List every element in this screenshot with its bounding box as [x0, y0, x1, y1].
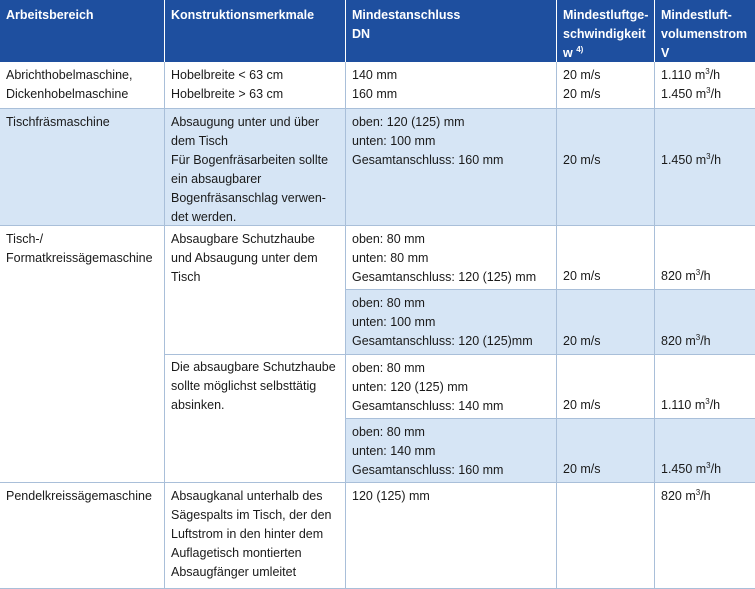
- format-sub2-anschluss: oben: 80 mm unten: 100 mm Gesamtanschluss: 120 (125)mm: [346, 290, 556, 354]
- divider: [556, 62, 557, 589]
- row-abricht-volumen: 1.110 $m^3/h$ 1.450 $m^3/h$: [655, 62, 755, 108]
- divider: [346, 418, 755, 419]
- divider: [165, 354, 755, 355]
- divider: [0, 108, 755, 109]
- format-sub1-volumen: 820 $m^3/h$: [655, 226, 755, 289]
- format-sub3-geschwindigkeit: 20 m/s: [557, 355, 654, 418]
- row-pendel-bereich: Pendelkreissägemaschine: [0, 483, 164, 589]
- divider: [164, 62, 165, 589]
- row-abricht-geschwindigkeit: 20 m/s 20 m/s: [557, 62, 654, 108]
- divider: [654, 62, 655, 589]
- format-sub3-volumen: 1.110 $m^3/h$: [655, 355, 755, 418]
- row-abricht-merkmale: Hobelbreite < 63 cm Hobelbreite > 63 cm: [165, 62, 345, 108]
- format-sub1-geschwindigkeit: 20 m/s: [557, 226, 654, 289]
- format-sub1-anschluss: oben: 80 mm unten: 80 mm Gesamtanschluss: 120 (125) mm: [346, 226, 556, 289]
- header-konstruktionsmerkmale: Konstruktionsmerkmale: [165, 0, 345, 62]
- divider: [0, 482, 755, 483]
- header-mindestluftgeschwindigkeit: Mindestluftge- schwindigkeit w $^{4)}$: [557, 0, 654, 62]
- header-mindestanschluss: Mindestanschluss DN: [346, 0, 556, 62]
- format-sub4-anschluss: oben: 80 mm unten: 140 mm Gesamtanschluss: 160 mm: [346, 419, 556, 482]
- row-pendel-geschwindigkeit: [557, 483, 654, 589]
- row-pendel-volumen: 820 $m^3/h$: [655, 483, 755, 589]
- row-tisch-bereich: Tischfräsmaschine: [0, 109, 164, 225]
- row-pendel-anschluss: 120 (125) mm: [346, 483, 556, 589]
- format-sub2-volumen: 820 $m^3/h$: [655, 290, 755, 354]
- row-format-merkmale-b: Die absaugbare Schutzhaube sollte möglichst selbsttätig absinken.: [165, 354, 345, 482]
- footnote-4: 4): [576, 44, 584, 54]
- row-format-bereich: Tisch-/ Formatkreissägemaschine: [0, 226, 164, 482]
- row-format-merkmale-a: Absaugbare Schutzhaube und Absaugung unter dem Tisch: [165, 226, 345, 354]
- row-tisch-merkmale: Absaugung unter und über dem Tisch Für Bogenfräsarbeiten sollte ein absaugbarer Bogenfräsanschlag verwen- det werden.: [165, 109, 345, 225]
- row-pendel-merkmale: Absaugkanal unterhalb des Sägespalts im Tisch, der den Luftstrom in den hinter dem Auflagetisch montierten Absaugfänger umleitet: [165, 483, 345, 589]
- row-tisch-geschwindigkeit: 20 m/s: [557, 109, 654, 225]
- format-sub2-geschwindigkeit: 20 m/s: [557, 290, 654, 354]
- row-abricht-anschluss: 140 mm 160 mm: [346, 62, 556, 108]
- header-arbeitsbereich: Arbeitsbereich: [0, 0, 164, 62]
- format-sub4-geschwindigkeit: 20 m/s: [557, 419, 654, 482]
- format-sub4-volumen: 1.450 $m^3/h$: [655, 419, 755, 482]
- row-tisch-anschluss: oben: 120 (125) mm unten: 100 mm Gesamtanschluss: 160 mm: [346, 109, 556, 225]
- divider: [345, 62, 346, 589]
- header-mindestluftvolumenstrom: Mindestluft- volumenstrom V: [655, 0, 755, 62]
- divider: [0, 225, 755, 226]
- row-abricht-bereich: Abrichthobelmaschine, Dickenhobelmaschine: [0, 62, 164, 108]
- row-tisch-volumen: 1.450 $m^3/h$: [655, 109, 755, 225]
- format-sub3-anschluss: oben: 80 mm unten: 120 (125) mm Gesamtanschluss: 140 mm: [346, 355, 556, 418]
- divider: [346, 289, 755, 290]
